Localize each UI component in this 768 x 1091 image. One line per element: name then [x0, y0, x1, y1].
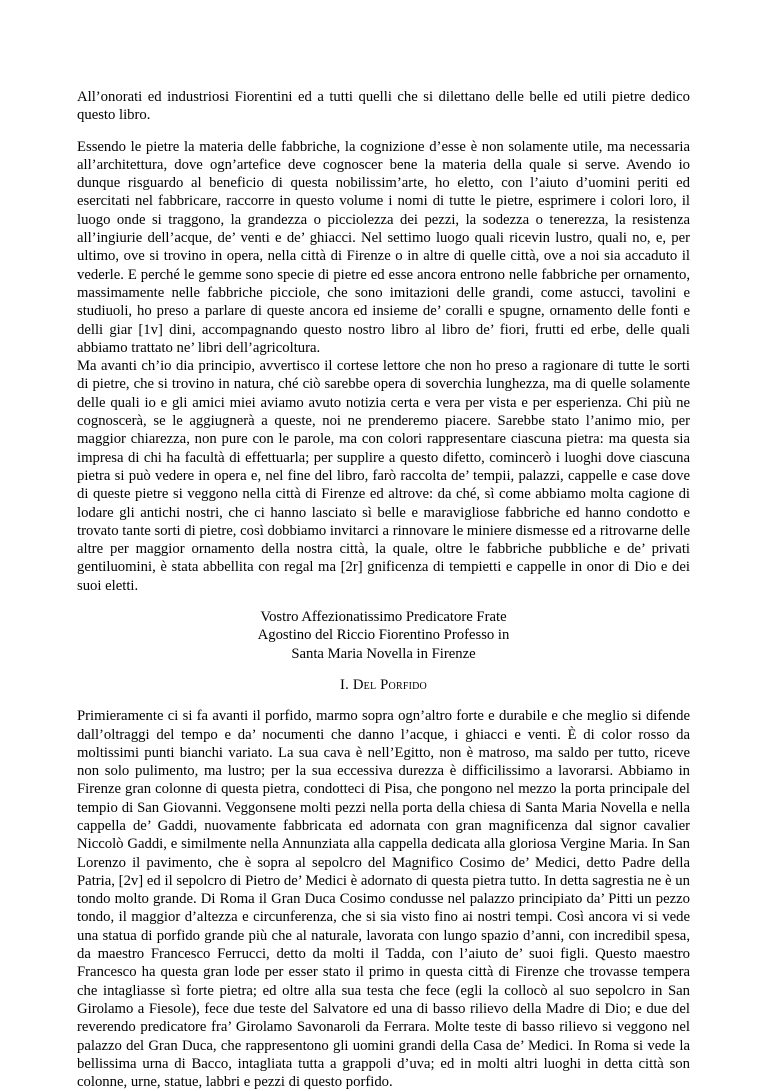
- signature-line-2: Agostino del Riccio Fiorentino Professo in: [257, 627, 510, 644]
- intro-paragraph-1: Essendo le pietre la materia delle fabbriche, la cognizione d’esse è non solamente utile, ma necessaria all’architettura, dove ogn’artefice deve cognoscer bene la materia della quale si serve. Avendo io dunque risguardo al beneficio di questa nobilissim’arte, ho eletto, con l’aiuto d’uomini periti ed esercitati nel fabbricare, raccorre in questo volume i nomi di tutte le pietre, esprimere i colori loro, il luogo onde si traggono, la grandezza o picciolezza dei pezzi, la sodezza o tenerezza, la resistenza all’ingiurie dell’acque, de’ venti e de’ ghiacci. Nel settimo luogo quali ricevin lustro, quali no, e, per ultimo, ove si trovino in opera, nella città di Firenze o in altre di quelle città, ove a noi sia accaduto il vederle. E perché le gemme sono specie di pietre ed esse ancora entrono nelle fabbriche per ornamento, massimamente nelle fabbriche picciole, che sono imitazioni delle grandi, come astucci, tavolini e studiuoli, ho preso a parlare di queste ancora ed insieme de’ coralli e spugne, ornamento delle fonti e delli giar [1v] dini, accompagnando questo nostro libro al libro de’ fiori, frutti ed erbe, delle quali abbiamo trattato ne’ libri dell’agricoltura.: [77, 138, 690, 356]
- signature-line-3: Santa Maria Novella in Firenze: [291, 645, 476, 662]
- intro-paragraph-2: Ma avanti ch’io dia principio, avvertisco il cortese lettore che non ho preso a ragionare di tutte le sorti di pietre, che si trovino in natura, ché ciò sarebbe opera di soverchia lunghezza, ma di quelle solamente delle quali io e gli amici miei aviamo avuto notizia certa e vera per vista e per esperienza. Chi più ne cognoscerà, se le aggiugnerà a queste, noi ne prenderemo piacere. Sarebbe stato l’animo mio, per maggior chiarezza, non pure con le parole, ma con colori rappresentare ciascuna pietra: ma questa sia impresa di chi ha facultà di effettuarla; per supplire a questo difetto, comincerò i luoghi dove ciascuna pietra si può vedere in opera e, nel fine del libro, farò raccolta de’ tempii, palazzi, cappelle e case dove di queste pietre si veggono nella città di Firenze ed altrove: da ché, sì come abbiamo molta cagione di lodare gli antichi nostri, che ci hanno lasciato sì belle e maravigliose fabbriche ed hanno condotto e trovato tante sorti di pietre, così dobbiamo invitarci a rinnovare le miniere dismesse ed a ritrovarne delle altre per maggior ornamento della nostra città, la quale, oltre le fabbriche pubbliche e de’ privati gentiluomini, è stata abbellita con regal ma [2r] gnificenza di tempietti e cappelle in onor di Dio e dei suoi eletti.: [77, 358, 690, 594]
- section-paragraph: Primieramente ci si fa avanti il porfido, marmo sopra ogn’altro forte e durabile e che meglio si difende dall’oltraggi del tempo e da’ nocumenti che danno l’acque, i ghiacci e venti. È di color rosso da moltissimi punti bianchi variato. La sua cava è nell’Egitto, non è matroso, ma saldo per tutto, riceve non solo pulimento, ma lustro; per la sua eccessiva durezza è difficilissimo a lavorarsi. Abbiamo in Firenze gran colonne di questa pietra, condotteci di Pisa, che pongono nel mezzo la porta principale del tempio di San Giovanni. Veggonsene molti pezzi nella porta della chiesa di Santa Maria Novella e nella cappella de’ Gaddi, nuovamente fabbricata ed adornata con gran magnificenza dal signor cavalier Niccolò Gaddi, e similmente nella Annunziata alla cappella dedicata alla gloriosa Vergine Maria. In San Lorenzo il pavimento, che è sopra al sepolcro del Magnifico Cosimo de’ Medici, detto Padre della Patria, [2v] ed il sepolcro di Pietro de’ Medici è adornato di questa pietra tutto. In detta sagrestia ne è un tondo molto grande. Di Roma il Gran Duca Cosimo condusse nel palazzo principiato da’ Pitti un pezzo tondo, il maggior d’altezza e circunferenza, che si sia visto fino ai nostri tempi. Così ancora vi si vede una statua di porfido grande più che al naturale, lavorata con lungo spazio d’anni, con incredibil spesa, da maestro Francesco Ferrucci, detto da molti il Tadda, con l’aiuto de’ suoi figli. Questo maestro Francesco ha questa gran lode per esser stato il primo in questa città di Firenze che trovasse tempera che intagliasse sì forte pietra; ed oltre alla sua testa che fece (egli la collocò al suo sepolcro in San Girolamo a Fiesole), fece due teste del Salvatore ed una di basso rilievo della Madre di Dio; e due del reverendo predicatore fra’ Girolamo Savonaroli da Ferrara. Molte teste di basso rilievo si veggono nel palazzo del Gran Duca, che rappresentono gli uomini grandi della Casa de’ Medici. In Roma si vede la bellissima urna di Bacco, intagliata tutta a grappoli d’uva; ed in molti altri luoghi in detta città son colonne, urne, statue, labbri e pezzi di questo porfido.: [77, 708, 690, 1091]
- document-page: [77, 88, 690, 1091]
- signature-block: [77, 608, 690, 663]
- dedication-paragraph: All’onorati ed industriosi Fiorentini ed a tutti quelli che si dilettano delle belle ed utili pietre dedico questo libro.: [77, 89, 690, 124]
- section-heading: I. Del Porfido: [340, 676, 427, 693]
- signature-line-1: Vostro Affezionatissimo Predicatore Frate: [260, 609, 507, 626]
